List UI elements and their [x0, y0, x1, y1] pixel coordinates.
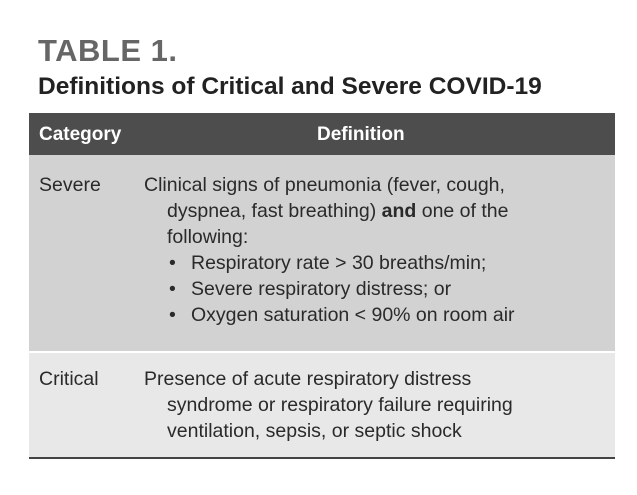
table-header-row: [29, 113, 615, 155]
category-critical: Critical: [39, 368, 99, 390]
bullet-item: [144, 276, 515, 302]
definition-line: [144, 198, 515, 224]
definition-text: one of the: [416, 200, 509, 222]
table-label: TABLE 1.: [38, 33, 178, 68]
definition-critical: [144, 366, 513, 444]
bullet-item: [144, 250, 515, 276]
definition-text: dyspnea, fast breathing): [167, 200, 382, 222]
definition-line: ventilation, sepsis, or septic shock: [167, 420, 462, 442]
header-definition: Definition: [317, 124, 405, 145]
definition-line: Clinical signs of pneumonia (fever, cough,: [144, 174, 505, 196]
definition-line: Presence of acute respiratory distress: [144, 368, 472, 390]
bottom-rule: [29, 457, 615, 459]
definition-bold-and: and: [381, 200, 417, 222]
bullet-icon: •: [169, 278, 176, 300]
table-row-severe: [29, 155, 615, 351]
bullet-icon: •: [169, 304, 176, 326]
bullet-text: Oxygen saturation < 90% on room air: [191, 304, 515, 326]
bullet-text: Respiratory rate > 30 breaths/min;: [191, 252, 487, 274]
category-severe: Severe: [39, 174, 101, 196]
definition-line: following:: [167, 226, 249, 248]
table-title: Definitions of Critical and Severe COVID-19: [38, 73, 542, 100]
bullet-icon: •: [169, 252, 176, 274]
header-category: Category: [39, 124, 122, 145]
table-row-critical: [29, 353, 615, 457]
bullet-text: Severe respiratory distress; or: [191, 278, 452, 300]
definition-line: syndrome or respiratory failure requiring: [167, 394, 513, 416]
bullet-item: [144, 302, 515, 328]
definition-severe: [144, 172, 515, 328]
